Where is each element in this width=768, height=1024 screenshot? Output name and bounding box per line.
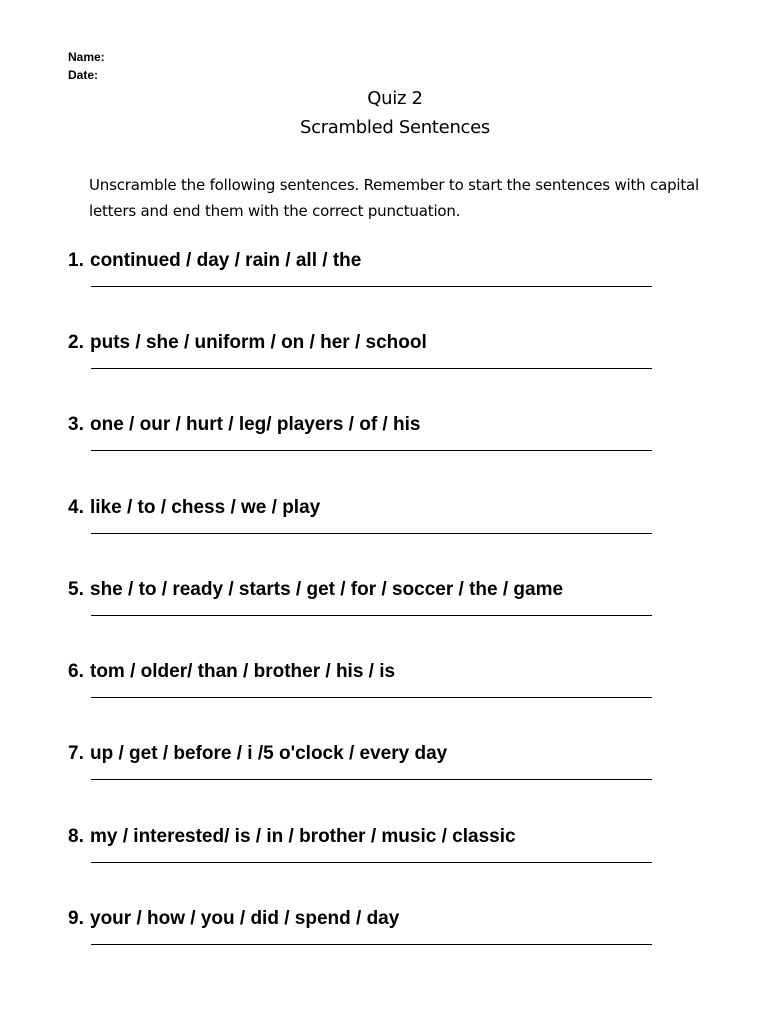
question-item <box>68 907 748 967</box>
question-item <box>68 742 748 802</box>
question-number: 3. <box>68 414 84 435</box>
question-text: like / to / chess / we / play <box>90 497 321 518</box>
question-text: continued / day / rain / all / the <box>90 250 362 271</box>
question-number: 2. <box>68 332 84 353</box>
question-number: 7. <box>68 743 84 764</box>
question-item <box>68 413 748 473</box>
answer-line <box>91 450 652 451</box>
question-item <box>68 331 748 391</box>
question-text: puts / she / uniform / on / her / school <box>90 332 427 353</box>
answer-line <box>91 368 652 369</box>
answer-line <box>91 697 652 698</box>
answer-line <box>91 862 652 863</box>
question-number: 8. <box>68 826 84 847</box>
question-text: one / our / hurt / leg/ players / of / his <box>90 414 421 435</box>
question-item <box>68 660 748 720</box>
question-text: my / interested/ is / in / brother / music / classic <box>90 826 516 847</box>
question-item <box>68 825 748 885</box>
page-subtitle: Scrambled Sentences <box>299 117 491 138</box>
question-number: 9. <box>68 908 84 929</box>
answer-line <box>91 779 652 780</box>
question-text: up / get / before / i /5 o'clock / every day <box>90 743 448 764</box>
question-item <box>68 496 748 556</box>
question-text: tom / older/ than / brother / his / is <box>90 661 396 682</box>
date-label: Date: <box>68 68 99 82</box>
question-number: 6. <box>68 661 84 682</box>
name-label: Name: <box>68 50 105 64</box>
question-text: your / how / you / did / spend / day <box>90 908 400 929</box>
question-text: she / to / ready / starts / get / for / soccer / the / game <box>90 579 564 600</box>
question-number: 1. <box>68 250 84 271</box>
answer-line <box>91 286 652 287</box>
question-number: 4. <box>68 497 84 518</box>
instructions-text: Unscramble the following sentences. Remember to start the sentences with capital letters and end them with the correct punctuation. <box>89 176 700 220</box>
question-number: 5. <box>68 579 84 600</box>
answer-line <box>91 533 652 534</box>
answer-line <box>91 944 652 945</box>
answer-line <box>91 615 652 616</box>
question-item <box>68 249 748 309</box>
page-title: Quiz 2 <box>367 88 423 109</box>
question-item <box>68 578 748 638</box>
